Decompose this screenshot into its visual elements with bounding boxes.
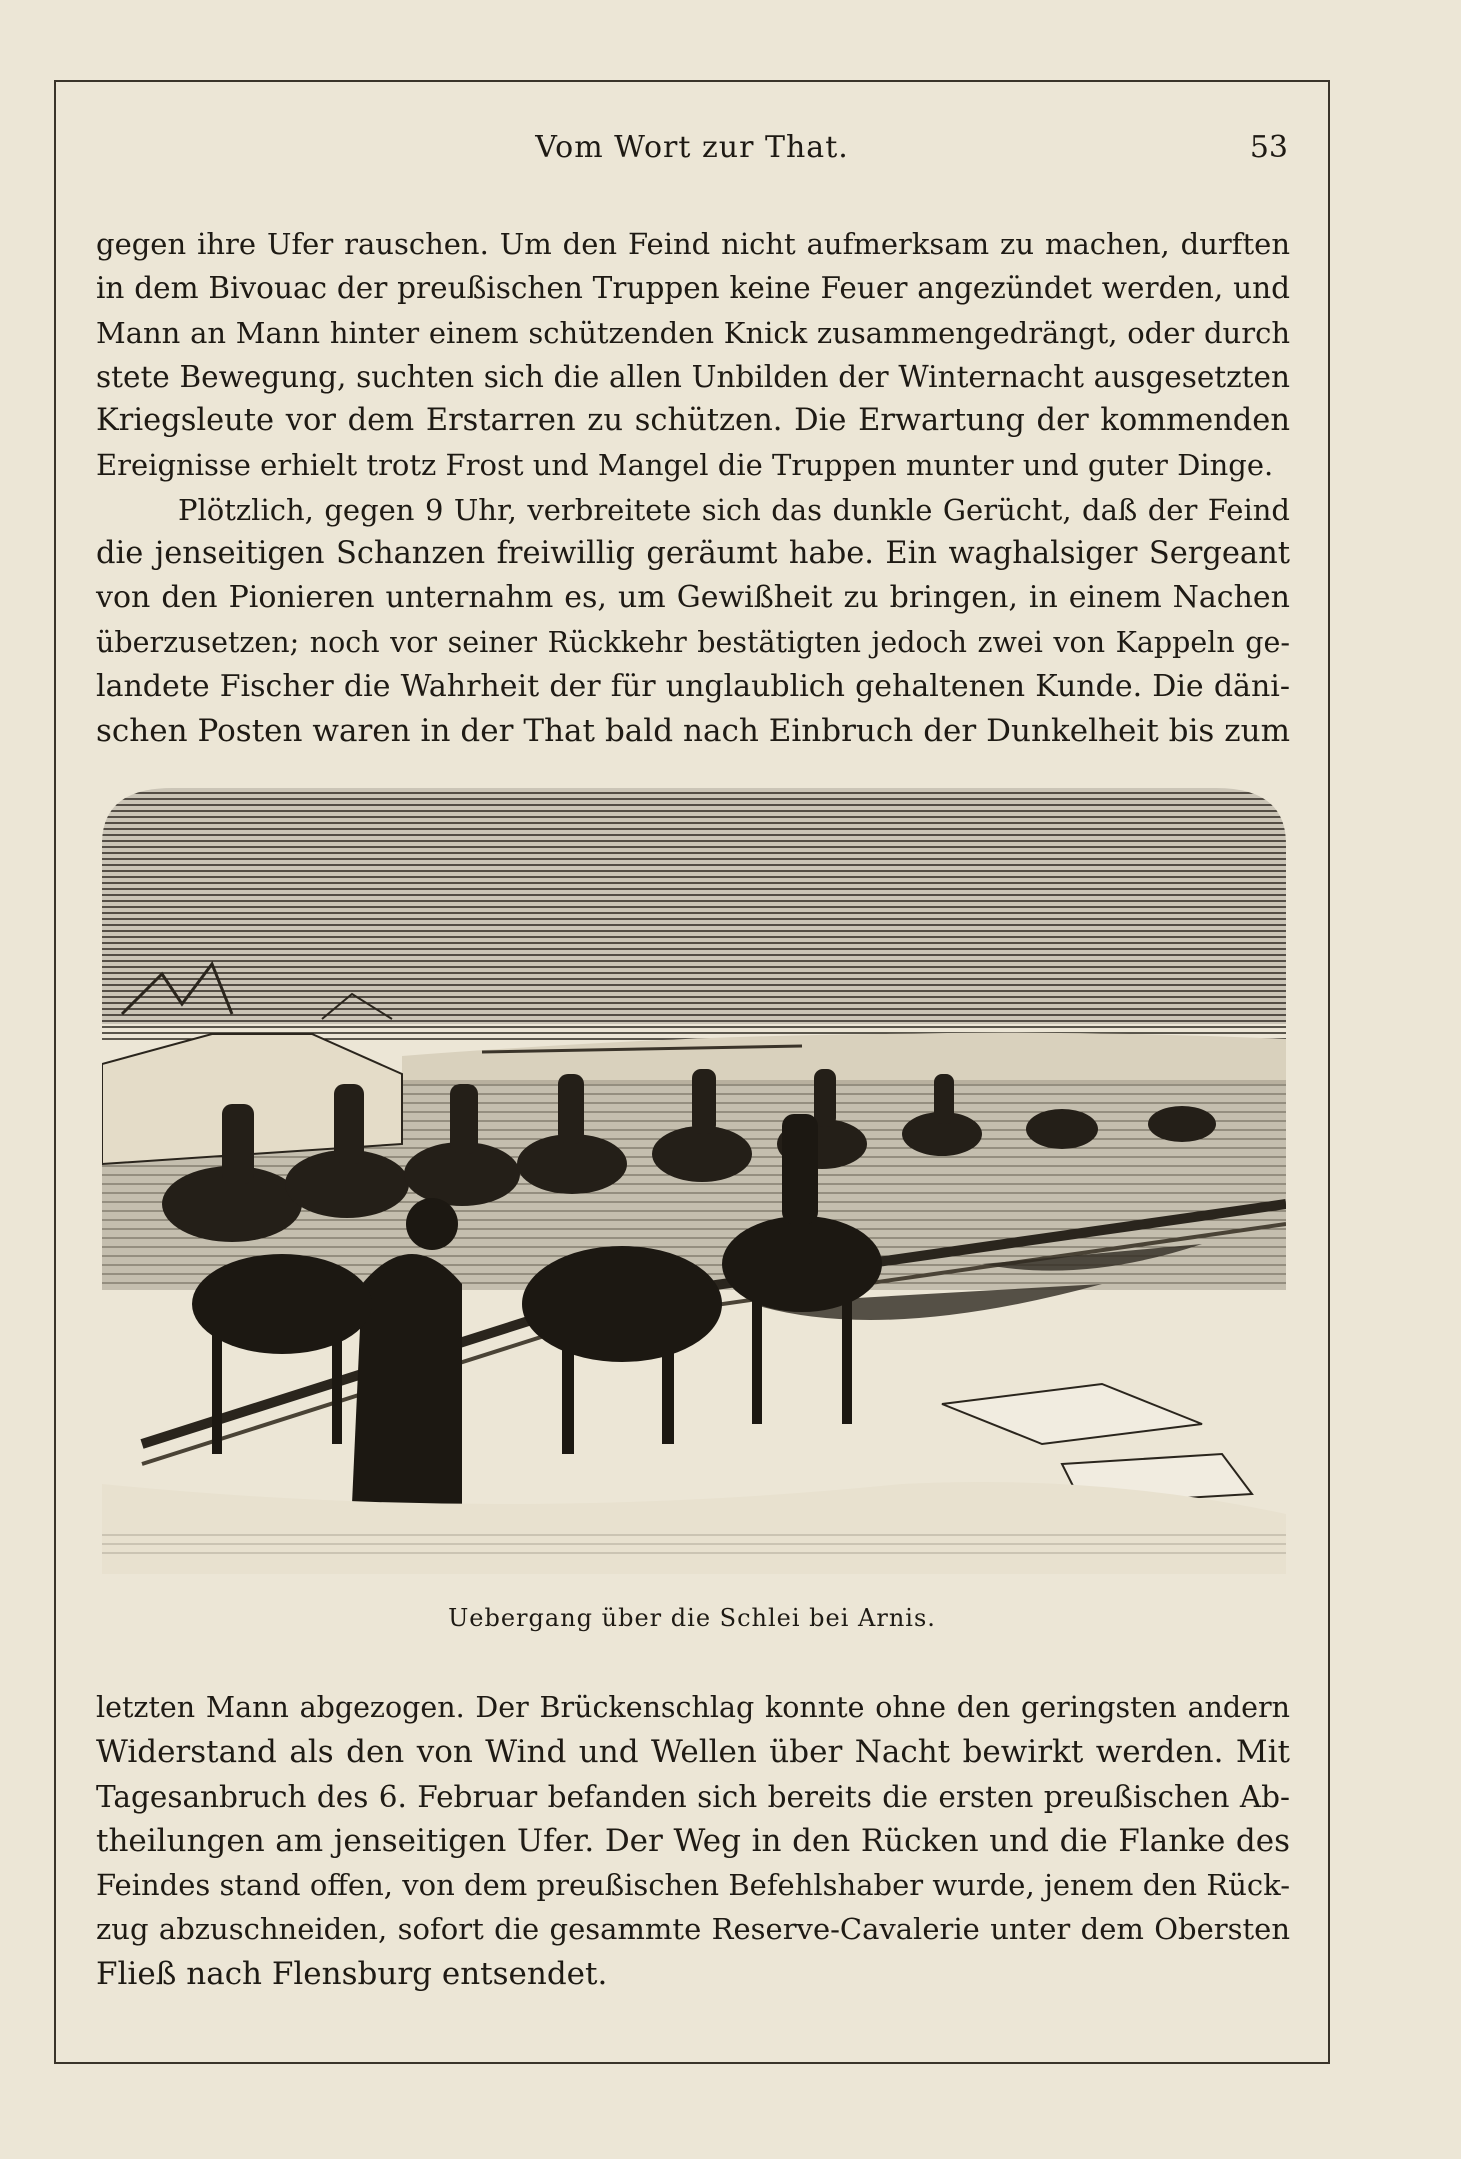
- text-line: theilungen am jenseitigen Ufer. Der Weg in den Rücken und die Flanke des: [96, 1822, 1290, 1859]
- text-line: Kriegsleute vor dem Erstarren zu schützen. Die Erwartung der kommenden: [96, 403, 1290, 439]
- page-number: 53: [1249, 130, 1288, 165]
- text-line: Mann an Mann hinter einem schützenden Knick zusammengedrängt, oder durch: [96, 315, 1290, 350]
- text-line: landete Fischer die Wahrheit der für unglaublich gehaltenen Kunde. Die däni-: [96, 668, 1290, 704]
- text-line: Widerstand als den von Wind und Wellen über Nacht bewirkt werden. Mit: [96, 1734, 1290, 1771]
- text-line: Ereignisse erhielt trotz Frost und Mangel die Truppen munter und guter Dinge.: [96, 448, 1274, 483]
- page-header: [54, 130, 1330, 180]
- text-line: Fließ nach Flensburg entsendet.: [96, 1955, 608, 1992]
- body-text-top: [96, 222, 1290, 754]
- text-line: gegen ihre Ufer rauschen. Um den Feind nicht aufmerksam zu machen, durften: [96, 227, 1290, 261]
- text-line: die jenseitigen Schanzen freiwillig geräumt habe. Ein waghalsiger Sergeant: [96, 536, 1290, 572]
- text-line: stete Bewegung, suchten sich die allen Unbilden der Winternacht ausgesetzten: [96, 359, 1290, 394]
- text-line: Feindes stand offen, von dem preußischen Befehlshaber wurde, jenem den Rück-: [96, 1868, 1290, 1903]
- paragraph: [96, 1686, 1290, 1996]
- text-line: Tagesanbruch des 6. Februar befanden sich bereits die ersten preußischen Ab-: [96, 1779, 1290, 1814]
- paragraph: [96, 222, 1290, 488]
- engraving-illustration: [102, 784, 1286, 1574]
- text-line: überzusetzen; noch vor seiner Rückkehr bestätigten jedoch zwei von Kappeln ge-: [96, 625, 1290, 659]
- text-line: von den Pionieren unternahm es, um Gewißheit zu bringen, in einem Nachen: [96, 580, 1290, 616]
- text-line: schen Posten waren in der That bald nach Einbruch der Dunkelheit bis zum: [96, 713, 1290, 750]
- text-line: Plötzlich, gegen 9 Uhr, verbreitete sich das dunkle Gerücht, daß der Feind: [178, 492, 1290, 527]
- body-text-bottom: [96, 1686, 1290, 1996]
- text-line: letzten Mann abgezogen. Der Brückenschlag konnte ohne den geringsten andern: [96, 1691, 1290, 1724]
- running-head: Vom Wort zur That.: [535, 130, 849, 165]
- illustration-caption: Uebergang über die Schlei bei Arnis.: [448, 1604, 936, 1632]
- text-line: in dem Bivouac der preußischen Truppen keine Feuer angezündet werden, und: [96, 271, 1290, 306]
- paragraph: [96, 488, 1290, 754]
- text-line: zug abzuschneiden, sofort die gesammte Reserve-Cavalerie unter dem Obersten: [96, 1912, 1290, 1947]
